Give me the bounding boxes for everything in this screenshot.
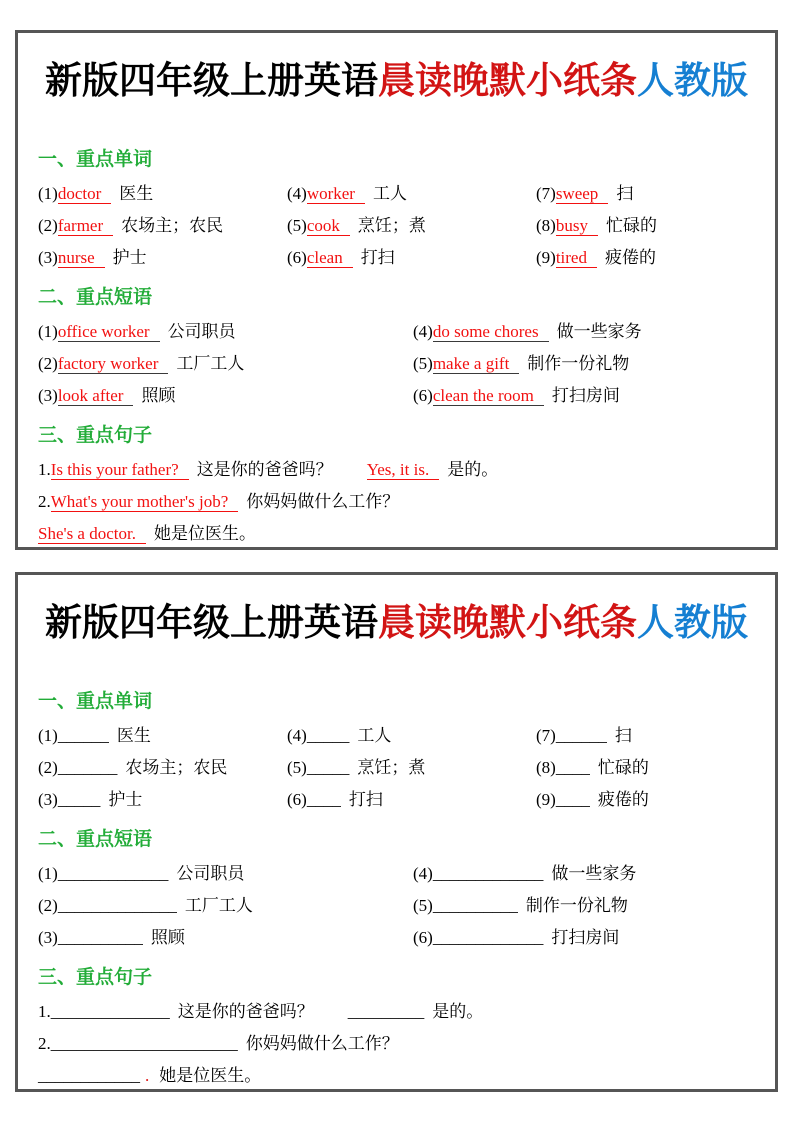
phrase-item — [38, 922, 413, 954]
fill-blank: __________ — [57, 928, 143, 947]
english-phrase: clean the room — [433, 386, 544, 406]
item-number: (4) — [287, 726, 307, 745]
word-item — [536, 242, 755, 274]
fill-blank: ______________ — [50, 1002, 170, 1021]
phrase-item — [413, 890, 755, 922]
phrase-item — [413, 380, 755, 412]
item-number: (4) — [287, 184, 307, 203]
fill-blank: ____ — [306, 790, 341, 809]
phrase-item — [413, 922, 755, 954]
item-number: (3) — [38, 928, 58, 947]
fill-blank: ______ — [57, 726, 109, 745]
english-word: busy — [556, 216, 598, 236]
phrase-list — [38, 858, 755, 954]
page-title — [38, 603, 755, 643]
item-number: (9) — [536, 790, 556, 809]
phrase-item — [413, 348, 755, 380]
fill-blank: _____ — [306, 758, 350, 777]
fill-blank: ____________ — [38, 1066, 140, 1085]
chinese-meaning: 疲倦的 — [597, 790, 649, 809]
item-number: (2) — [38, 896, 58, 915]
fill-blank: _________ — [347, 1002, 425, 1021]
english-sentence: Is this your father? — [51, 460, 189, 480]
title-part-blue: 人教版 — [637, 601, 748, 644]
word-item — [287, 752, 536, 784]
chinese-meaning: 工厂工人 — [176, 354, 245, 373]
item-number: (1) — [38, 864, 58, 883]
word-item — [536, 720, 755, 752]
chinese-meaning: 农场主；农民 — [121, 216, 224, 235]
chinese-meaning: 打扫房间 — [551, 928, 620, 947]
chinese-meaning: 忙碌的 — [605, 216, 657, 235]
sentence-line — [38, 518, 755, 550]
fill-blank: ______________________ — [50, 1034, 238, 1053]
chinese-meaning: 工人 — [372, 184, 407, 203]
english-sentence: What's your mother's job? — [51, 492, 239, 512]
item-number: (7) — [536, 184, 556, 203]
item-number: (3) — [38, 386, 58, 405]
chinese-meaning: 制作一份礼物 — [527, 354, 630, 373]
word-item — [38, 720, 287, 752]
word-item — [38, 752, 287, 784]
item-number: 2. — [38, 492, 51, 511]
chinese-meaning: 工厂工人 — [184, 896, 253, 915]
chinese-meaning: 护士 — [108, 790, 143, 809]
item-number: (1) — [38, 726, 58, 745]
word-item — [287, 784, 536, 816]
phrase-item — [38, 380, 413, 412]
chinese-meaning: 工人 — [357, 726, 392, 745]
fill-blank: _____________ — [432, 928, 544, 947]
word-item — [287, 242, 536, 274]
phrase-item — [38, 858, 413, 890]
word-item — [536, 752, 755, 784]
section-heading-phrases: 二、重点短语 — [38, 829, 153, 850]
phrase-item — [38, 348, 413, 380]
item-number: (5) — [413, 896, 433, 915]
item-number: (7) — [536, 726, 556, 745]
word-item — [536, 178, 755, 210]
title-part-red: 晨读晚默小纸条 — [378, 601, 637, 644]
chinese-meaning: 打扫 — [348, 790, 383, 809]
chinese-meaning: 扫 — [614, 726, 632, 745]
item-number: (3) — [38, 790, 58, 809]
item-number: (2) — [38, 354, 58, 373]
fill-blank: ____ — [555, 790, 590, 809]
sentence-list — [38, 454, 755, 550]
chinese-meaning: 忙碌的 — [597, 758, 649, 777]
section-heading-words: 一、重点单词 — [38, 149, 153, 170]
chinese-meaning: 疲倦的 — [604, 248, 656, 267]
sentence-line — [38, 1028, 755, 1060]
english-word: doctor — [58, 184, 111, 204]
item-number: (6) — [287, 790, 307, 809]
section-heading-sentences: 三、重点句子 — [38, 425, 153, 446]
title-part-red: 晨读晚默小纸条 — [378, 59, 637, 102]
chinese-meaning: 做一些家务 — [556, 322, 642, 341]
sentence-line — [38, 454, 755, 486]
word-list — [38, 720, 755, 816]
item-number: (1) — [38, 184, 58, 203]
chinese-translation: 她是位医生。 — [159, 1066, 262, 1085]
item-number: (3) — [38, 248, 58, 267]
chinese-meaning: 医生 — [116, 726, 151, 745]
section-heading-words: 一、重点单词 — [38, 691, 153, 712]
sentence-list — [38, 996, 755, 1092]
item-number: (6) — [413, 928, 433, 947]
item-number: (2) — [38, 216, 58, 235]
chinese-meaning: 打扫 — [360, 248, 395, 267]
chinese-meaning: 制作一份礼物 — [525, 896, 628, 915]
item-number: 1. — [38, 1002, 51, 1021]
phrase-item — [413, 858, 755, 890]
chinese-meaning: 公司职员 — [167, 322, 236, 341]
item-number: (5) — [287, 216, 307, 235]
fill-blank: _____________ — [57, 864, 169, 883]
word-item — [38, 242, 287, 274]
fill-blank: __________ — [432, 896, 518, 915]
item-number: (4) — [413, 864, 433, 883]
item-number: (1) — [38, 322, 58, 341]
english-word: farmer — [58, 216, 113, 236]
item-number: (2) — [38, 758, 58, 777]
word-item — [287, 178, 536, 210]
english-word: nurse — [58, 248, 105, 268]
fill-blank: _____ — [306, 726, 350, 745]
chinese-translation: 你妈妈做什么工作？ — [245, 1034, 399, 1053]
english-word: cook — [307, 216, 350, 236]
english-word: tired — [556, 248, 597, 268]
word-list — [38, 178, 755, 274]
phrase-item — [38, 890, 413, 922]
phrase-list — [38, 316, 755, 412]
english-phrase: office worker — [58, 322, 160, 342]
english-phrase: make a gift — [433, 354, 519, 374]
chinese-meaning: 照顾 — [141, 386, 176, 405]
english-word: clean — [307, 248, 353, 268]
item-number: (5) — [287, 758, 307, 777]
fill-blank: _______ — [57, 758, 118, 777]
word-item — [287, 210, 536, 242]
item-number: 2. — [38, 1034, 51, 1053]
item-number: 1. — [38, 460, 51, 479]
chinese-translation: 是的。 — [432, 1002, 484, 1021]
word-item — [38, 784, 287, 816]
item-number: (9) — [536, 248, 556, 267]
item-number: (8) — [536, 758, 556, 777]
worksheet-card-blanks — [15, 572, 778, 1092]
phrase-item — [413, 316, 755, 348]
sentence-line — [38, 1060, 755, 1092]
fill-blank: _____________ — [432, 864, 544, 883]
item-number: (6) — [287, 248, 307, 267]
chinese-meaning: 烹饪；煮 — [357, 758, 426, 777]
english-phrase: do some chores — [433, 322, 549, 342]
fill-blank: ______ — [555, 726, 607, 745]
phrase-item — [38, 316, 413, 348]
fill-blank: ______________ — [57, 896, 177, 915]
english-phrase: factory worker — [58, 354, 169, 374]
word-item — [287, 720, 536, 752]
word-item — [536, 784, 755, 816]
english-phrase: look after — [58, 386, 134, 406]
chinese-meaning: 扫 — [616, 184, 634, 203]
chinese-meaning: 照顾 — [150, 928, 185, 947]
chinese-translation: 这是你的爸爸吗？ — [177, 1002, 314, 1021]
sentence-line — [38, 996, 755, 1028]
worksheet-card-answers — [15, 30, 778, 550]
section-heading-sentences: 三、重点句子 — [38, 967, 153, 988]
chinese-meaning: 打扫房间 — [551, 386, 620, 405]
chinese-meaning: 医生 — [119, 184, 154, 203]
chinese-translation: 她是位医生。 — [153, 524, 256, 543]
title-part-black: 新版四年级上册英语 — [45, 59, 378, 102]
chinese-translation: 这是你的爸爸吗？ — [196, 460, 333, 479]
chinese-translation: 你妈妈做什么工作？ — [246, 492, 400, 511]
chinese-meaning: 护士 — [112, 248, 147, 267]
title-part-blue: 人教版 — [637, 59, 748, 102]
english-word: worker — [307, 184, 365, 204]
fill-blank: ____ — [555, 758, 590, 777]
word-item — [38, 210, 287, 242]
item-number: (4) — [413, 322, 433, 341]
item-number: (8) — [536, 216, 556, 235]
page-title — [38, 61, 755, 101]
chinese-translation: 是的。 — [447, 460, 499, 479]
word-item — [536, 210, 755, 242]
title-part-black: 新版四年级上册英语 — [45, 601, 378, 644]
chinese-meaning: 农场主；农民 — [125, 758, 228, 777]
chinese-meaning: 公司职员 — [176, 864, 245, 883]
english-word: sweep — [556, 184, 608, 204]
english-sentence: She's a doctor. — [38, 524, 146, 544]
item-number: (5) — [413, 354, 433, 373]
section-heading-phrases: 二、重点短语 — [38, 287, 153, 308]
fill-blank: _____ — [57, 790, 101, 809]
english-answer: Yes, it is. — [367, 460, 440, 480]
item-number: (6) — [413, 386, 433, 405]
word-item — [38, 178, 287, 210]
chinese-meaning: 烹饪；煮 — [357, 216, 426, 235]
sentence-line — [38, 486, 755, 518]
chinese-meaning: 做一些家务 — [551, 864, 637, 883]
red-period: . — [145, 1066, 150, 1085]
